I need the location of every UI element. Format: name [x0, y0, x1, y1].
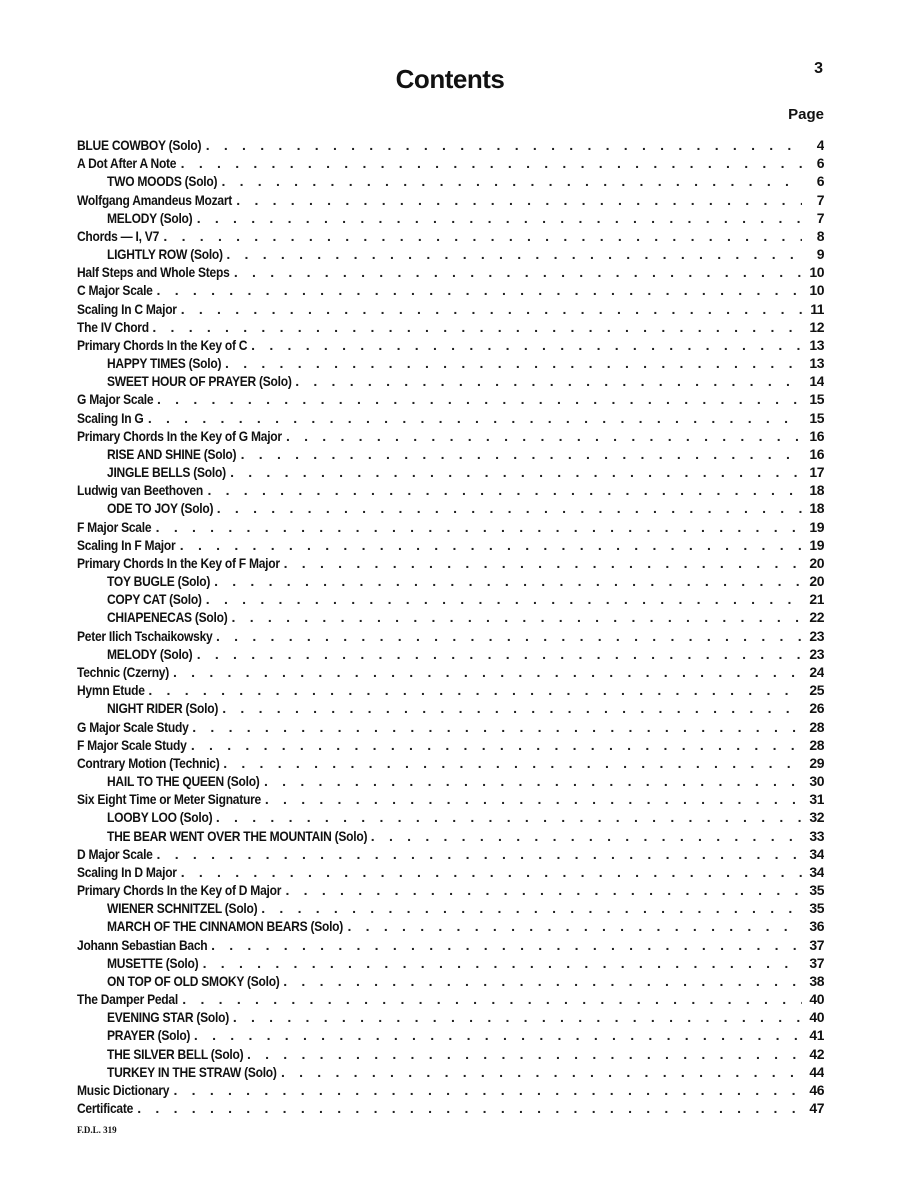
toc-entry	[77, 263, 824, 281]
toc-entry-title: RISE AND SHINE (Solo)	[107, 445, 237, 462]
toc-entry	[77, 1008, 824, 1026]
toc-entry-title: F Major Scale	[77, 518, 152, 535]
dot-leader	[217, 499, 802, 517]
toc-entry-title: Technic (Czerny)	[77, 663, 169, 680]
toc-entry-title: Hymn Etude	[77, 682, 145, 699]
toc-entry-title: BLUE COWBOY (Solo)	[77, 137, 202, 153]
toc-entry-page: 4	[816, 137, 824, 153]
dot-leader	[284, 554, 802, 572]
toc-entry	[77, 372, 824, 390]
toc-entry	[77, 899, 824, 917]
toc-entry	[77, 554, 824, 572]
toc-entry-title: HAPPY TIMES (Solo)	[107, 355, 222, 372]
toc-entry-title: TWO MOODS (Solo)	[107, 173, 218, 190]
dot-leader	[192, 718, 802, 736]
dot-leader	[232, 608, 802, 626]
toc-entry	[77, 318, 824, 336]
toc-entry-title: Certificate	[77, 1100, 134, 1117]
toc-entry	[77, 917, 824, 935]
dot-leader	[180, 536, 802, 554]
dot-leader	[157, 845, 802, 863]
toc-entry	[77, 154, 824, 172]
dot-leader	[181, 154, 802, 172]
toc-entry-page: 16	[809, 427, 824, 444]
toc-entry-page: 23	[809, 627, 824, 644]
toc-entry	[77, 663, 824, 681]
toc-entry	[77, 136, 824, 154]
dot-leader	[148, 681, 802, 699]
dot-leader	[137, 1099, 802, 1117]
dot-leader	[261, 899, 802, 917]
toc-entry-title: A Dot After A Note	[77, 155, 177, 172]
toc-entry	[77, 936, 824, 954]
toc-entry-title: THE BEAR WENT OVER THE MOUNTAIN (Solo)	[107, 827, 368, 844]
toc-entry	[77, 590, 824, 608]
dot-leader	[223, 754, 802, 772]
dot-leader	[281, 1063, 802, 1081]
toc-entry-page: 13	[809, 336, 824, 353]
dot-leader	[221, 172, 802, 190]
toc-entry	[77, 354, 824, 372]
toc-entry-title: Contrary Motion (Technic)	[77, 754, 220, 771]
toc-entry-title: G Major Scale Study	[77, 718, 189, 735]
dot-leader	[216, 627, 802, 645]
dot-leader	[371, 827, 802, 845]
toc-entry	[77, 209, 824, 227]
toc-entry-title: COPY CAT (Solo)	[107, 591, 202, 608]
toc-entry-title: D Major Scale	[77, 845, 153, 862]
dot-leader	[286, 427, 802, 445]
toc-entry-title: Half Steps and Whole Steps	[77, 264, 230, 281]
dot-leader	[247, 1045, 802, 1063]
toc-entry-title: ODE TO JOY (Solo)	[107, 500, 214, 517]
toc-entry-page: 31	[809, 791, 824, 808]
dot-leader	[214, 572, 802, 590]
toc-entry	[77, 172, 824, 190]
toc-entry-page: 7	[816, 191, 824, 208]
toc-entry-title: Johann Sebastian Bach	[77, 936, 208, 953]
table-of-contents	[77, 136, 824, 1117]
toc-entry-page: 6	[816, 173, 824, 190]
toc-entry-title: Six Eight Time or Meter Signature	[77, 791, 261, 808]
catalog-code: F.D.L. 319	[77, 1125, 117, 1135]
toc-entry-page: 36	[809, 918, 824, 935]
toc-entry	[77, 191, 824, 209]
toc-entry-title: Scaling In D Major	[77, 863, 177, 880]
toc-entry-page: 11	[810, 300, 824, 317]
toc-entry-title: Wolfgang Amandeus Mozart	[77, 191, 233, 208]
toc-entry	[77, 808, 824, 826]
toc-entry-page: 34	[809, 863, 824, 880]
toc-entry-page: 19	[809, 518, 824, 535]
toc-entry-page: 35	[809, 882, 824, 899]
toc-entry-page: 15	[809, 409, 824, 426]
toc-entry	[77, 445, 824, 463]
toc-entry-page: 20	[809, 554, 824, 571]
toc-entry-title: Scaling In G	[77, 409, 144, 426]
toc-entry	[77, 627, 824, 645]
toc-entry-title: Ludwig van Beethoven	[77, 482, 203, 499]
toc-entry-page: 28	[809, 736, 824, 753]
dot-leader	[207, 481, 802, 499]
toc-entry-page: 42	[809, 1045, 824, 1062]
toc-entry-page: 17	[809, 464, 824, 481]
dot-leader	[157, 390, 802, 408]
toc-entry-title: CHIAPENECAS (Solo)	[107, 609, 228, 626]
toc-entry-page: 9	[816, 246, 824, 263]
dot-leader	[283, 972, 802, 990]
toc-entry-page: 28	[809, 718, 824, 735]
toc-entry	[77, 645, 824, 663]
toc-entry	[77, 281, 824, 299]
dot-leader	[148, 409, 802, 427]
dot-leader	[181, 863, 802, 881]
toc-entry-title: The Damper Pedal	[77, 991, 178, 1008]
toc-entry	[77, 499, 824, 517]
toc-entry	[77, 790, 824, 808]
dot-leader	[194, 1026, 802, 1044]
toc-entry-page: 15	[809, 391, 824, 408]
dot-leader	[222, 699, 802, 717]
page-number: 3	[814, 60, 823, 77]
toc-entry-title: MELODY (Solo)	[107, 209, 193, 226]
dot-leader	[216, 808, 802, 826]
dot-leader	[241, 445, 802, 463]
toc-entry-page: 13	[809, 355, 824, 372]
toc-entry	[77, 863, 824, 881]
toc-entry-page: 10	[809, 264, 824, 281]
toc-entry-page: 38	[809, 972, 824, 989]
toc-entry-title: Music Dictionary	[77, 1081, 170, 1098]
toc-entry-title: Primary Chords In the Key of F Major	[77, 554, 280, 571]
toc-entry-page: 35	[809, 900, 824, 917]
toc-entry	[77, 881, 824, 899]
toc-entry	[77, 409, 824, 427]
toc-entry	[77, 245, 824, 263]
toc-entry-title: MARCH OF THE CINNAMON BEARS (Solo)	[107, 918, 344, 935]
toc-entry-title: Primary Chords In the Key of C	[77, 336, 248, 353]
toc-entry-title: Scaling In F Major	[77, 536, 176, 553]
toc-entry-title: F Major Scale Study	[77, 736, 187, 753]
dot-leader	[182, 990, 802, 1008]
toc-entry-page: 29	[809, 754, 824, 771]
dot-leader	[173, 1081, 802, 1099]
toc-entry-title: G Major Scale	[77, 391, 154, 408]
toc-entry	[77, 699, 824, 717]
toc-entry-page: 37	[809, 936, 824, 953]
toc-entry-page: 26	[809, 700, 824, 717]
toc-entry-page: 30	[809, 773, 824, 790]
toc-entry	[77, 845, 824, 863]
dot-leader	[206, 590, 802, 608]
dot-leader	[230, 463, 802, 481]
dot-leader	[206, 136, 802, 154]
toc-entry	[77, 481, 824, 499]
toc-entry	[77, 1026, 824, 1044]
toc-entry-title: LOOBY LOO (Solo)	[107, 809, 213, 826]
toc-entry-title: Chords — I, V7	[77, 227, 160, 244]
toc-entry-page: 25	[809, 682, 824, 699]
toc-entry	[77, 754, 824, 772]
dot-leader	[265, 790, 802, 808]
dot-leader	[173, 663, 802, 681]
dot-leader	[163, 227, 802, 245]
dot-leader	[197, 645, 802, 663]
toc-entry	[77, 300, 824, 318]
toc-entry	[77, 718, 824, 736]
toc-entry	[77, 336, 824, 354]
toc-entry-title: HAIL TO THE QUEEN (Solo)	[107, 773, 260, 790]
dot-leader	[251, 336, 802, 354]
toc-entry-title: EVENING STAR (Solo)	[107, 1009, 229, 1026]
dot-leader	[233, 1008, 802, 1026]
toc-entry-page: 47	[809, 1100, 824, 1117]
toc-entry-page: 6	[816, 155, 824, 172]
toc-entry-page: 40	[809, 1009, 824, 1026]
toc-entry-title: Primary Chords In the Key of G Major	[77, 427, 282, 444]
toc-entry	[77, 1081, 824, 1099]
toc-entry-page: 46	[809, 1081, 824, 1098]
toc-entry-page: 37	[809, 954, 824, 971]
toc-entry	[77, 227, 824, 245]
toc-entry-page: 20	[809, 573, 824, 590]
toc-entry	[77, 463, 824, 481]
toc-entry-page: 22	[809, 609, 824, 626]
toc-entry	[77, 1045, 824, 1063]
toc-entry-page: 10	[809, 282, 824, 299]
toc-entry-title: LIGHTLY ROW (Solo)	[107, 246, 223, 263]
toc-entry-page: 21	[809, 591, 824, 608]
dot-leader	[347, 917, 802, 935]
toc-entry-page: 40	[809, 991, 824, 1008]
dot-leader	[197, 209, 802, 227]
toc-entry	[77, 827, 824, 845]
toc-entry-page: 32	[809, 809, 824, 826]
dot-leader	[295, 372, 802, 390]
toc-entry-title: The IV Chord	[77, 318, 149, 335]
dot-leader	[236, 191, 802, 209]
toc-entry	[77, 427, 824, 445]
dot-leader	[152, 318, 802, 336]
toc-entry-title: ON TOP OF OLD SMOKY (Solo)	[107, 972, 280, 989]
toc-entry-title: C Major Scale	[77, 282, 153, 299]
toc-entry	[77, 990, 824, 1008]
toc-entry-page: 14	[809, 373, 824, 390]
toc-entry	[77, 772, 824, 790]
toc-entry	[77, 1099, 824, 1117]
toc-entry-page: 7	[816, 209, 824, 226]
toc-entry-page: 12	[809, 318, 824, 335]
toc-entry-title: Scaling In C Major	[77, 300, 177, 317]
toc-entry-title: TOY BUGLE (Solo)	[107, 573, 211, 590]
toc-entry-page: 18	[809, 482, 824, 499]
toc-entry-title: Peter Ilich Tschaikowsky	[77, 627, 213, 644]
toc-entry	[77, 518, 824, 536]
toc-entry-page: 24	[809, 663, 824, 680]
toc-entry-page: 23	[809, 645, 824, 662]
toc-entry	[77, 608, 824, 626]
toc-entry-page: 18	[809, 500, 824, 517]
toc-entry-title: MELODY (Solo)	[107, 645, 193, 662]
toc-entry-title: MUSETTE (Solo)	[107, 954, 199, 971]
toc-entry	[77, 954, 824, 972]
toc-entry-title: WIENER SCHNITZEL (Solo)	[107, 900, 258, 917]
toc-entry	[77, 390, 824, 408]
toc-entry	[77, 536, 824, 554]
page-column-header: Page	[788, 106, 824, 123]
toc-entry	[77, 972, 824, 990]
dot-leader	[156, 518, 802, 536]
toc-entry-title: TURKEY IN THE STRAW (Solo)	[107, 1063, 277, 1080]
toc-entry-title: NIGHT RIDER (Solo)	[107, 700, 219, 717]
dot-leader	[264, 772, 802, 790]
toc-entry-title: SWEET HOUR OF PRAYER (Solo)	[107, 373, 292, 390]
dot-leader	[225, 354, 802, 372]
toc-entry	[77, 1063, 824, 1081]
page-title: Contents	[395, 64, 505, 94]
dot-leader	[203, 954, 802, 972]
toc-entry-page: 16	[809, 445, 824, 462]
toc-entry	[77, 681, 824, 699]
toc-entry-page: 19	[809, 536, 824, 553]
toc-entry-title: PRAYER (Solo)	[107, 1027, 191, 1044]
dot-leader	[286, 881, 803, 899]
toc-entry-title: Primary Chords In the Key of D Major	[77, 882, 282, 899]
toc-entry-title: THE SILVER BELL (Solo)	[107, 1045, 244, 1062]
dot-leader	[226, 245, 802, 263]
dot-leader	[157, 281, 802, 299]
toc-entry	[77, 736, 824, 754]
toc-entry-page: 8	[816, 227, 824, 244]
dot-leader	[211, 936, 802, 954]
toc-entry-page: 34	[809, 845, 824, 862]
toc-entry-page: 41	[809, 1027, 824, 1044]
dot-leader	[191, 736, 802, 754]
toc-entry-page: 44	[809, 1063, 824, 1080]
toc-entry-title: JINGLE BELLS (Solo)	[107, 464, 226, 481]
toc-entry-page: 33	[809, 827, 824, 844]
toc-entry	[77, 572, 824, 590]
dot-leader	[234, 263, 802, 281]
dot-leader	[181, 300, 802, 318]
